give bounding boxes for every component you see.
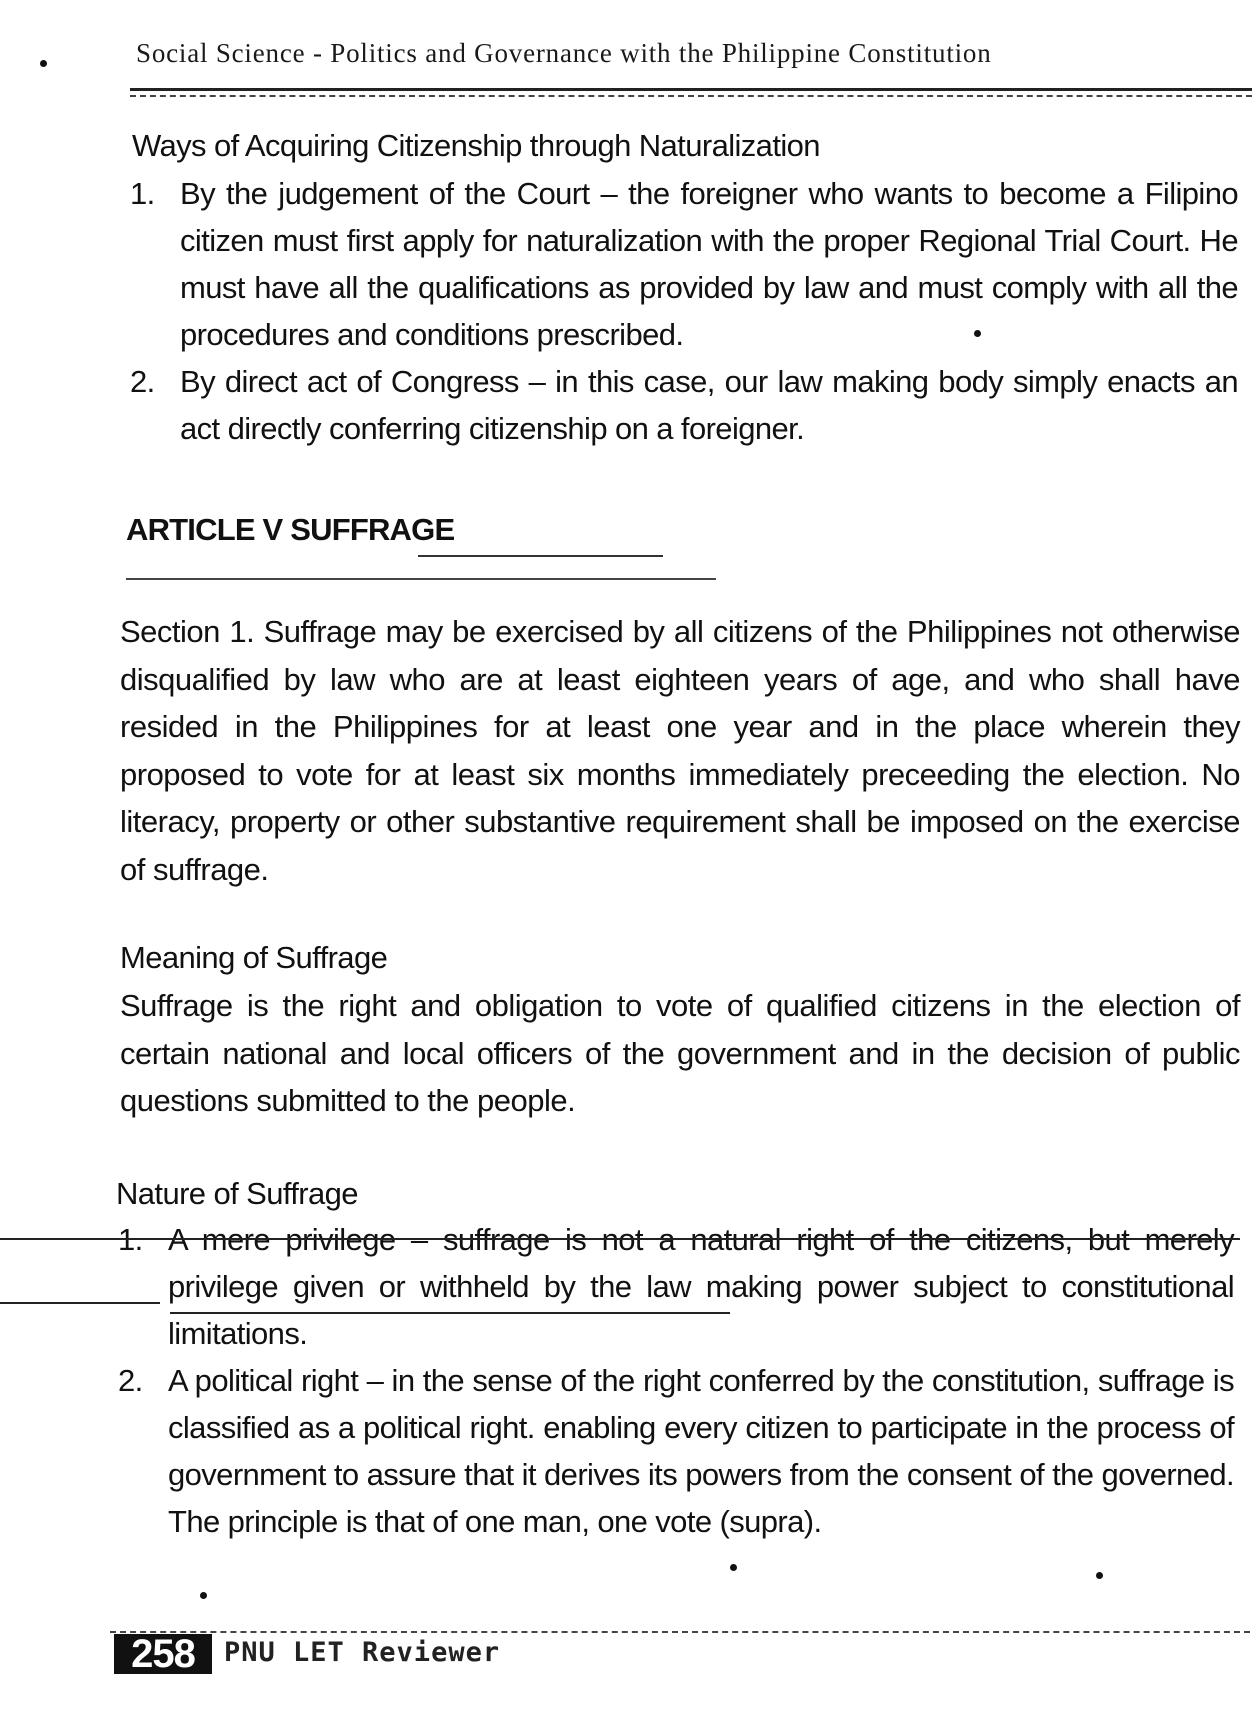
article-rule [126,578,716,580]
nature-list [118,1216,1234,1545]
running-head: Social Science - Politics and Governance with the Philippine Constitution [136,38,992,68]
scan-speck [1096,1572,1103,1579]
header-rule-dashed [130,95,1252,97]
scan-speck [730,1564,737,1571]
list-item-text: A mere privilege – suffrage is not a natural right of the citizens, but merely privilege given or withheld by the law making power subject to constitutional limitations. [168,1222,1234,1351]
margin-mark [0,1302,160,1304]
strike-through-line [0,1238,1240,1240]
list-item [130,170,1238,358]
underline-mark [170,1312,730,1314]
list-number: 2. [130,364,155,399]
nature-heading: Nature of Suffrage [116,1176,358,1211]
section-1-text: Section 1. Suffrage may be exercised by all citizens of the Philippines not otherwise disqualified by law who are at least eighteen years of age, and who shall have resided in the Philippines for at least one year and in the place wherein they proposed to vote for at least six months immediately preceeding the election. No literacy, property or other substantive requirement shall be imposed on the exercise of suffrage. [120,614,1240,887]
scan-speck [974,330,981,337]
scan-speck [40,60,47,67]
article-heading: ARTICLE V SUFFRAGE [126,512,455,547]
footer-rule [110,1631,1250,1633]
list-number: 2. [118,1363,143,1398]
naturalization-list [130,170,1238,452]
list-item-text: A political right – in the sense of the right conferred by the constitution, suffrage is classified as a political right. enabling every citizen to participate in the process of government to assure that it derives its powers from the consent of the governed. The principle is that of one man, one vote (supra). [168,1363,1234,1539]
page-number-badge: 258 [114,1634,212,1674]
meaning-heading: Meaning of Suffrage [120,940,388,975]
list-item [130,358,1238,452]
list-item-text: By the judgement of the Court – the foreigner who wants to become a Filipino citizen must first apply for naturalization with the proper Regional Trial Court. He must have all the qualifications as provided by law and must comply with all the procedures and conditions prescribed. [180,176,1238,352]
naturalization-heading: Ways of Acquiring Citizenship through Naturalization [132,128,820,163]
list-number: 1. [130,176,155,211]
list-number: 1. [118,1222,143,1257]
list-item [118,1357,1234,1545]
meaning-text: Suffrage is the right and obligation to vote of qualified citizens in the election of certain national and local officers of the government and in the decision of public questions submitted to the people. [120,988,1240,1118]
header-rule [130,88,1252,91]
footer-title: PNU LET Reviewer [224,1637,501,1668]
article-heading-underline [418,555,663,557]
list-item-text: By direct act of Congress – in this case, our law making body simply enacts an act directly conferring citizenship on a foreigner. [180,364,1238,446]
scan-speck [200,1592,207,1599]
